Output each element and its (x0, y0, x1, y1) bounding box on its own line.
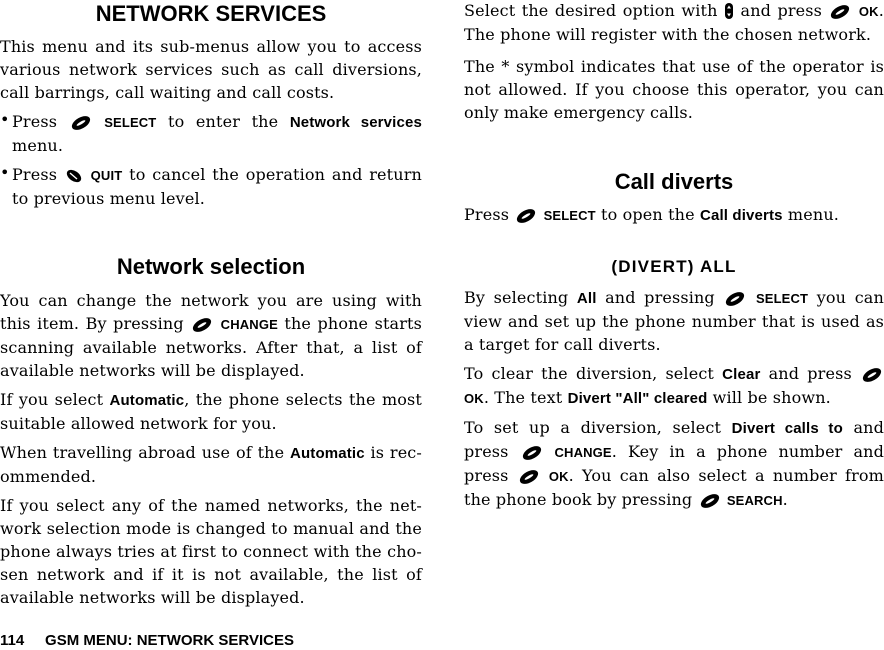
menu-name: Automatic (290, 445, 365, 462)
key-label: CHANGE (554, 445, 612, 460)
paragraph: When travelling abroad use of the Automatic is rec-ommended. (0, 443, 422, 486)
key-label: OK (858, 4, 879, 19)
key-label: SELECT (543, 208, 596, 223)
change-key-icon (520, 445, 544, 461)
list-item: • Press SELECT to enter the Network services menu. (0, 110, 422, 155)
menu-name: Divert calls to (731, 420, 843, 437)
page-title: NETWORK SERVICES (95, 1, 327, 26)
paragraph: Press SELECT to open the Call diverts menu. (464, 205, 840, 224)
key-label: CHANGE (220, 317, 278, 332)
select-key-icon (69, 115, 93, 131)
subsection-title: (DIVERT) ALL (611, 257, 737, 276)
page-number: 114 (0, 632, 25, 649)
key-label: SELECT (104, 115, 157, 130)
ok-key-icon (860, 367, 884, 383)
paragraph: To clear the diversion, select Clear and press OK. The text Divert "All" cleared will be shown. (464, 362, 884, 410)
key-label: OK (464, 391, 484, 406)
paragraph: By selecting All and pressing SELECT you can view and set up the phone number that is used as a target for call diverts. (464, 288, 884, 354)
ok-key-icon (517, 469, 541, 485)
key-label: OK (548, 469, 569, 484)
paragraph: Select the desired option with and press OK. The phone will register with the chosen network. (464, 1, 884, 44)
menu-name: All (576, 290, 597, 307)
intro-paragraph: This menu and its sub-menus allow you to access various network services such as call diversions, call barrings, call waiting and call costs. (0, 37, 422, 102)
running-title: GSM MENU: NETWORK SERVICES (45, 632, 294, 649)
section-title: Call diverts (614, 169, 734, 194)
section-title: Network selection (116, 254, 306, 279)
paragraph: If you select any of the named networks, the net-work selection mode is changed to manual and the phone always tries at first to connect with the cho-sen network and if it is not available, the list of available networks will be displayed. (0, 496, 422, 607)
select-key-icon (514, 208, 538, 224)
menu-name: Call diverts (700, 207, 783, 224)
search-key-icon (698, 493, 722, 509)
menu-name: Divert "All" cleared (567, 390, 708, 407)
quit-key-icon (64, 168, 84, 184)
scroll-key-icon (724, 2, 734, 20)
menu-name: Automatic (109, 392, 185, 409)
key-label: QUIT (90, 168, 123, 183)
key-label: SELECT (755, 291, 809, 306)
list-item: • Press QUIT to cancel the operation and return to previous menu level. (0, 163, 422, 208)
select-key-icon (190, 317, 214, 333)
paragraph: The * symbol indicates that use of the operator is not allowed. If you choose this operator, you can only make emergency calls. (464, 57, 884, 122)
menu-name: Clear (722, 366, 761, 383)
paragraph: If you select Automatic, the phone selects the most suitable allowed network for you. (0, 390, 422, 433)
menu-name: Network services (289, 114, 422, 131)
select-key-icon (723, 291, 747, 307)
key-label: SEARCH (726, 493, 783, 508)
left-column (0, 0, 422, 609)
page-footer (0, 632, 294, 650)
right-column (464, 0, 884, 512)
paragraph: To set up a diversion, select Divert calls to and press CHANGE. Key in a phone number and press OK. You can also select a number from the phone book by pressing SEARCH. (464, 418, 884, 509)
paragraph: You can change the network you are using with this item. By pressing CHANGE the phone starts scanning available networks. After that, a list of available networks will be displayed. (0, 291, 422, 380)
ok-key-icon (828, 4, 852, 20)
